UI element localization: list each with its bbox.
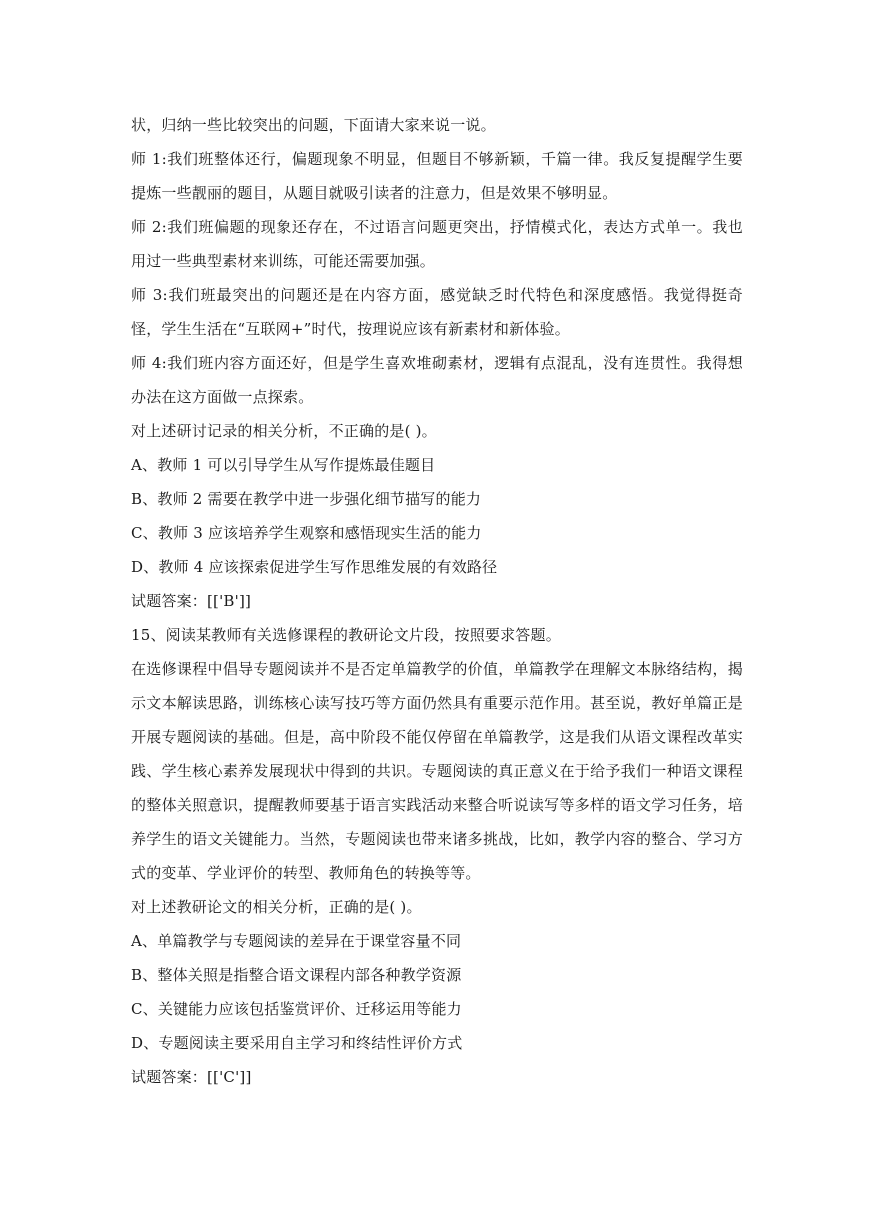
question-15-title: 15、阅读某教师有关选修课程的教研论文片段，按照要求答题。	[131, 626, 561, 644]
teacher-3-remark: 师 3:我们班最突出的问题还是在内容方面，感觉缺乏时代特色和深度感悟。我觉得挺奇 怪，学生生活在“互联网+”时代，按理说应该有新素材和新体验。	[131, 286, 743, 338]
teacher-4-remark: 师 4:我们班内容方面还好，但是学生喜欢堆砌素材，逻辑有点混乱，没有连贯性。我得想 办法在这方面做一点探索。	[131, 354, 743, 406]
question-15-stem: 对上述教研论文的相关分析，正确的是( )。	[131, 898, 422, 916]
question-14-answer: 试题答案：[['B']]	[131, 592, 252, 610]
question-14-option-d: D、教师 4 应该探索促进学生写作思维发展的有效路径	[131, 558, 498, 576]
teacher-2-remark: 师 2:我们班偏题的现象还存在，不过语言问题更突出，抒情模式化，表达方式单一。我也用过一些典型素材来训练，可能还需要加强。	[131, 218, 743, 270]
question-15-option-c: C、关键能力应该包括鉴赏评价、迁移运用等能力	[131, 1000, 462, 1018]
question-15-passage: 在选修课程中倡导专题阅读并不是否定单篇教学的价值，单篇教学在理解文本脉络结构，揭示文本解读思路，训练核心读写技巧等方面仍然具有重要示范作用。甚至说，教好单篇正是开展专题阅读的基础。但是，高中阶段不能仅停留在单篇教学，这是我们从语文课程改革实践、学生核心素养发展现状中得到的共识。专题阅读的真正意义在于给予我们一种语文课程的整体关照意识，提醒教师要基于语言实践活动来整合听说读写等多样的语文学习任务，培养学生的语文关键能力。当然，专题阅读也带来诸多挑战，比如，教学内容的整合、学习方式的变革、学业评价的转型、教师角色的转换等等。	[131, 660, 743, 882]
question-15-answer: 试题答案：[['C']]	[131, 1068, 252, 1086]
paragraph-continuation: 状，归纳一些比较突出的问题，下面请大家来说一说。	[131, 116, 496, 134]
question-15-option-b: B、整体关照是指整合语文课程内部各种教学资源	[131, 966, 462, 984]
document-body	[131, 108, 743, 1094]
question-14-stem: 对上述研讨记录的相关分析，不正确的是( )。	[131, 422, 437, 440]
teacher-1-remark: 师 1:我们班整体还行，偏题现象不明显，但题目不够新颖，千篇一律。我反复提醒学生要提炼一些靓丽的题目，从题目就吸引读者的注意力，但是效果不够明显。	[131, 150, 743, 202]
question-15-option-a: A、单篇教学与专题阅读的差异在于课堂容量不同	[131, 932, 462, 950]
question-14-option-c: C、教师 3 应该培养学生观察和感悟现实生活的能力	[131, 524, 482, 542]
question-15-option-d: D、专题阅读主要采用自主学习和终结性评价方式	[131, 1034, 463, 1052]
question-14-option-a: A、教师 1 可以引导学生从写作提炼最佳题目	[131, 456, 436, 474]
question-14-option-b: B、教师 2 需要在教学中进一步强化细节描写的能力	[131, 490, 482, 508]
